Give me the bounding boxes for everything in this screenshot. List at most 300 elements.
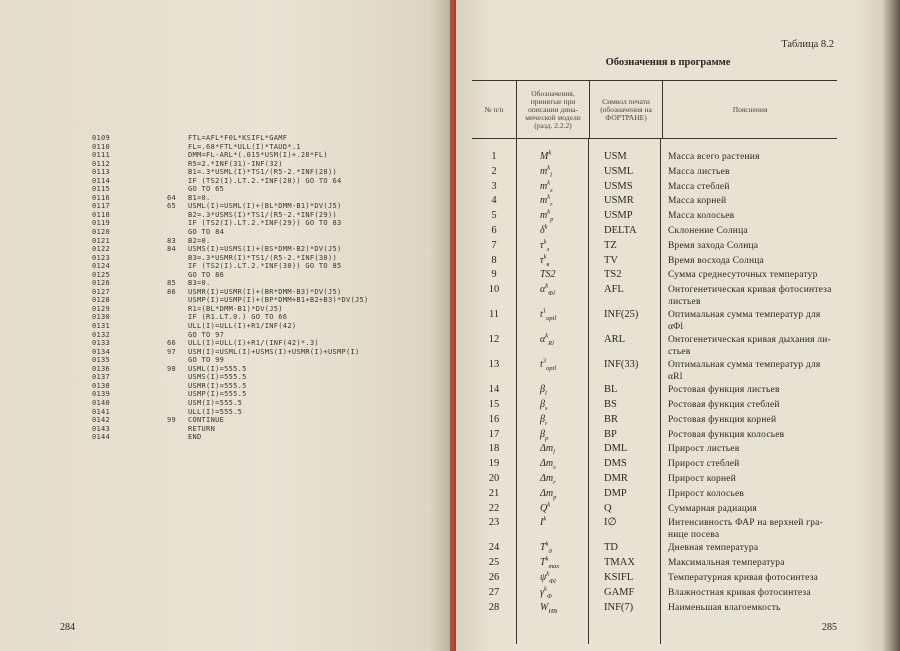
statement-label: 84 [166,245,176,254]
row-number: 5 [491,210,497,222]
code-line [92,185,369,194]
fortran-symbol: USMP [604,210,633,222]
line-number: 0118 [92,210,111,219]
model-symbol [516,429,588,444]
row-number: 12 [488,334,500,346]
symbol-superscript: k [544,223,548,231]
line-number: 0119 [92,219,111,228]
statement-text: ULL(I)=ULL(I)+R1/(INF(42)*.3) [188,339,319,348]
line-number: 0126 [92,279,111,288]
explanation: Дневная температура [668,543,759,554]
table-row [472,284,837,309]
symbol-subscript: p [544,434,549,442]
model-symbol [516,473,588,488]
column-divider [660,139,661,644]
symbol-subscript: l [550,171,552,179]
model-symbol [516,151,588,166]
symbol-base: W [540,601,549,613]
table-row [472,557,837,572]
explanation: Время захода Солнца [668,240,759,251]
explanation: Прирост листьев [668,444,740,455]
statement-text: GO TO 65 [188,185,225,194]
explanation: Масса всего растения [668,152,760,162]
row-number: 9 [491,269,497,281]
statement-text: R1=(BL*DMM-B1)*DV(J5) [188,304,283,313]
code-line [92,228,369,237]
code-line [92,151,369,160]
line-number: 0125 [92,270,111,279]
symbol-base: Δm [540,443,554,455]
code-line [92,237,369,246]
table-header [472,80,837,139]
symbol-superscript: k [547,208,551,216]
symbol-base: Δm [540,487,554,499]
symbol-subscript: l [553,449,555,457]
table-row [472,269,837,284]
row-number: 11 [488,309,500,321]
code-line [92,296,369,305]
explanation: Ростовая функция колосьев [668,429,785,440]
fortran-symbol: TZ [604,239,617,251]
explanation: Масса корней [668,196,727,207]
symbol-subscript: s [544,404,548,412]
code-line [92,211,369,220]
statement-text: B1=.3*USML(I)*TS1/(R5-2.*INF(28)) [188,168,337,177]
code-line [92,194,369,203]
fortran-symbol: TD [604,542,618,554]
model-symbol [516,195,588,210]
fortran-symbol: TMAX [604,557,635,569]
row-number: 21 [488,487,500,499]
fortran-symbol: BL [604,384,618,396]
model-symbol [516,542,588,557]
symbol-base: Q [540,502,548,514]
symbol-subscript: Φl [548,290,555,298]
line-number: 0115 [92,185,111,194]
table-row [472,181,837,196]
symbol-base: α [540,284,546,296]
model-symbol [516,602,588,617]
table-row [472,517,837,542]
line-number: 0134 [92,347,111,356]
statement-label: 98 [166,364,176,373]
statement-text: USM(I)=USML(I)+USMS(I)+USMR(I)+USMP(I) [188,347,360,356]
table-row [472,488,837,503]
table-row [472,414,837,429]
statement-text: USMP(I)=USMP(I)+(BP*DMM+B1+B2+B3)*DV(J5) [188,296,369,305]
explanation: Максимальная температура [668,558,785,569]
line-number: 0128 [92,296,111,305]
code-line [92,399,369,408]
page-number-left: 284 [60,622,75,633]
fortran-symbol: BP [604,428,617,440]
model-symbol [516,309,588,334]
fortran-symbol: GAMF [604,586,635,598]
table-row [472,443,837,458]
fortran-symbol: DML [604,443,628,455]
row-number: 1 [491,151,497,162]
statement-text: USML(I)=555.5 [188,364,247,373]
statement-text: DMM=FL-ARL*(.015*USM(I)+.28*FL) [188,151,328,160]
table-row [472,429,837,444]
statement-text: USMS(I)=555.5 [188,373,247,382]
statement-text: GO TO 84 [188,228,225,237]
code-line [92,390,369,399]
table-row [472,587,837,602]
table-row [472,458,837,473]
row-number: 28 [488,601,500,613]
symbol-base: m [540,165,548,177]
model-symbol [516,587,588,602]
model-symbol [516,284,588,309]
column-divider [588,139,589,644]
code-line [92,331,369,340]
table-row [472,572,837,587]
statement-text: FTL=AFL*F0L*KSIFL*GAMF [188,134,288,142]
statement-text: GO TO 86 [188,270,225,279]
code-line [92,433,369,442]
code-line [92,339,369,348]
code-line [92,160,369,169]
line-number: 0117 [92,202,111,211]
symbol-superscript: 3 [542,357,547,365]
fortran-symbol: USMR [604,195,634,207]
symbol-subscript: r [544,419,548,427]
row-number: 17 [488,428,500,440]
table-row [472,334,837,359]
code-line [92,322,369,331]
model-symbol [516,399,588,414]
explanation: Склонение Солнца [668,225,748,236]
line-number: 0111 [92,151,111,160]
table-row [472,503,837,518]
symbol-base: β [540,428,545,440]
table-body [472,139,837,616]
symbol-superscript: k [545,541,549,549]
symbol-base: α [540,334,546,346]
statement-text: USM(I)=555.5 [188,398,243,407]
row-number: 2 [491,165,497,177]
code-line [92,271,369,280]
statement-label: 86 [166,287,176,296]
explanation: Оптимальная сумма температур для αΦl [668,310,821,333]
statement-label: 97 [166,347,176,356]
model-symbol [516,359,588,384]
line-number: 0121 [92,236,111,245]
line-number: 0131 [92,322,111,331]
model-symbol [516,458,588,473]
code-line [92,202,369,211]
symbol-subscript: optl [546,365,557,373]
symbol-base: t [540,309,543,321]
fortran-symbol: ARL [604,334,625,346]
symbol-subscript: s [550,186,553,194]
fortran-symbol: USML [604,165,634,177]
statement-text: USMS(I)=USMS(I)+(BS*DMM-B2)*DV(J5) [188,245,342,254]
explanation: Масса листьев [668,166,730,177]
code-line [92,262,369,271]
symbol-base: Δm [540,472,554,484]
symbol-base: TS2 [540,269,556,281]
model-symbol [516,181,588,196]
symbol-superscript: k [543,585,547,593]
symbol-base: m [540,195,548,207]
fortran-symbol: DMS [604,458,627,470]
statement-label: 66 [166,339,176,348]
table-row [472,255,837,270]
statement-text: R5=2.*INF(31)-INF(32) [188,159,283,168]
code-line [92,279,369,288]
fortran-code-listing [92,134,369,442]
explanation: Прирост колосьев [668,488,745,499]
symbol-base: m [540,180,548,192]
code-line [92,245,369,254]
line-number: 0130 [92,313,111,322]
explanation: Прирост корней [668,473,736,484]
explanation: Оптимальная сумма температур для αRl [668,360,821,383]
table-row [472,399,837,414]
symbol-superscript: k [545,555,549,563]
symbol-subscript: з [546,245,550,253]
statement-text: IF (TS2(I).LT.2.*INF(29)) GO TO 83 [188,219,342,228]
statement-text: B3=.3*USMR(I)*TS1/(R5-2.*INF(30)) [188,253,337,262]
row-number: 6 [491,224,497,236]
line-number: 0136 [92,364,111,373]
symbol-base: t [540,359,543,371]
model-symbol [516,240,588,255]
table-row [472,309,837,334]
line-number: 0120 [92,228,111,237]
line-number: 0123 [92,253,111,262]
header-model-notation: Обозначения, принятые при описании дина-мической модели (разд. 2.2.2) [517,81,590,138]
table-title: Обозначения в программе [605,57,731,68]
code-line [92,425,369,434]
code-line [92,288,369,297]
line-number: 0114 [92,176,111,185]
statement-text: GO TO 99 [188,356,225,365]
statement-text: B2=.3*USMS(I)*TS1/(R5-2.*INF(29)) [188,210,337,219]
table-row [472,225,837,240]
fortran-symbol: BR [604,413,619,425]
statement-label: 83 [166,236,176,245]
table-row [472,151,837,166]
statement-text: IF (TS2(I).LT.2.*INF(28)) GO TO 64 [188,176,342,185]
model-symbol [516,334,588,359]
row-number: 10 [488,284,500,296]
table-row [472,210,837,225]
symbol-base: T [540,542,546,554]
explanation: Время восхода Солнца [668,255,764,266]
statement-text: USMR(I)=555.5 [188,381,247,390]
symbol-subscript: r [553,478,556,486]
code-line [92,305,369,314]
statement-label: 99 [166,416,176,425]
row-number: 13 [488,359,500,371]
table-row [472,359,837,384]
symbol-base: β [540,384,545,396]
symbol-subscript: r [550,201,553,209]
row-number: 18 [488,443,500,455]
explanation: Суммарная радиация [668,503,757,514]
code-line [92,134,369,143]
model-symbol [516,225,588,240]
symbol-subscript: в [546,260,550,268]
line-number: 0144 [92,433,111,442]
symbol-subscript: Rl [548,340,554,348]
code-line [92,219,369,228]
statement-label: 64 [166,193,176,202]
statement-label: 85 [166,279,176,288]
line-number: 0109 [92,134,111,142]
row-number: 26 [488,571,500,583]
line-number: 0113 [92,168,111,177]
code-line [92,356,369,365]
symbol-superscript: 1 [542,307,547,315]
symbol-base: τ [540,239,544,251]
explanation: Онтогенетическая кривая фотосинтеза листьев [668,285,832,308]
explanation: Ростовая функция стеблей [668,399,780,410]
symbol-base: γ [540,586,544,598]
statement-text: GO TO 97 [188,330,225,339]
explanation: Наименьшая влагоемкость [668,602,781,613]
line-number: 0124 [92,262,111,271]
row-number: 20 [488,472,500,484]
line-number: 0135 [92,356,111,365]
explanation: Онтогенетическая кривая дыхания ли-стьев [668,335,831,358]
header-number: № п/п [472,81,517,138]
table-caption: Таблица 8.2 [781,39,834,50]
symbol-subscript: s [553,464,556,472]
line-number: 0127 [92,287,111,296]
statement-text: CONTINUE [188,416,225,425]
line-number: 0110 [92,142,111,151]
page-number-right: 285 [822,622,837,633]
code-line [92,373,369,382]
table-row [472,195,837,210]
model-symbol [516,414,588,429]
statement-text: END [188,433,202,442]
model-symbol [516,384,588,399]
model-symbol [516,166,588,181]
code-line [92,313,369,322]
symbol-subscript: Φ [546,592,552,600]
line-number: 0140 [92,398,111,407]
fortran-symbol: INF(33) [604,359,639,371]
fortran-symbol: Q [604,502,612,514]
fortran-symbol: TS2 [604,269,622,281]
code-line [92,143,369,152]
table-row [472,240,837,255]
explanation: Влажностная кривая фотосинтеза [668,587,811,598]
statement-label: 65 [166,202,176,211]
symbol-superscript: k [543,238,547,246]
row-number: 3 [491,180,497,192]
fortran-symbol: BS [604,398,617,410]
statement-text: ULL(I)=ULL(I)+R1/INF(42) [188,322,297,331]
code-line [92,416,369,425]
code-line [92,382,369,391]
symbol-base: m [540,210,548,222]
statement-text: USMR(I)=USMR(I)+(BR*DMM-B3)*DV(J5) [188,287,342,296]
line-number: 0143 [92,424,111,433]
symbol-subscript: p [550,216,554,224]
code-line [92,168,369,177]
row-number: 4 [491,195,497,207]
line-number: 0116 [92,193,111,202]
table-row [472,384,837,399]
statement-text: B3=0. [188,279,211,288]
code-line [92,408,369,417]
row-number: 27 [488,586,500,598]
symbol-base: T [540,557,546,569]
symbol-superscript: k [546,570,550,578]
line-number: 0129 [92,304,111,313]
symbol-superscript: k [548,149,552,157]
explanation: Интенсивность ФАР на верхней гра-нице посева [668,518,823,541]
explanation: Прирост стеблей [668,459,740,470]
symbol-subscript: д [548,548,552,556]
row-number: 23 [488,517,500,529]
line-number: 0133 [92,339,111,348]
model-symbol [516,488,588,503]
fortran-symbol: USM [604,151,627,162]
line-number: 0132 [92,330,111,339]
model-symbol [516,255,588,270]
line-number: 0138 [92,381,111,390]
model-symbol [516,210,588,225]
statement-text: USMP(I)=555.5 [188,390,247,399]
row-number: 14 [488,384,500,396]
code-line [92,365,369,374]
symbol-superscript: k [547,164,551,172]
symbol-base: β [540,413,545,425]
symbol-subscript: Φl [549,577,556,585]
table-row [472,602,837,617]
table-row [472,166,837,181]
line-number: 0139 [92,390,111,399]
row-number: 7 [491,239,497,251]
fortran-symbol: AFL [604,284,624,296]
model-symbol [516,269,588,284]
line-number: 0141 [92,407,111,416]
symbol-subscript: max [548,563,560,571]
symbol-base: ψ [540,571,547,583]
fortran-symbol: USMS [604,180,633,192]
model-symbol [516,443,588,458]
table-row [472,542,837,557]
fortran-symbol: DMR [604,472,628,484]
code-line [92,348,369,357]
fortran-symbol: DMP [604,487,627,499]
model-symbol [516,572,588,587]
symbol-superscript: k [543,253,547,261]
symbol-subscript: optl [546,315,557,323]
line-number: 0122 [92,245,111,254]
statement-text: USML(I)=USML(I)+(BL*DMM-B1)*DV(J5) [188,202,342,211]
symbol-superscript: k [547,501,551,509]
fortran-symbol: INF(7) [604,601,634,613]
code-line [92,254,369,263]
explanation: Масса стеблей [668,181,730,192]
row-number: 19 [488,458,500,470]
symbol-base: I [540,517,544,529]
statement-text: IF (R1.LT.0.) GO TO 66 [188,313,288,322]
symbol-superscript: k [547,194,551,202]
statement-text: ULL(I)=555.5 [188,407,243,416]
explanation: Сумма среднесуточных температур [668,270,818,281]
row-number: 8 [491,254,497,266]
symbol-superscript: k [547,179,551,187]
